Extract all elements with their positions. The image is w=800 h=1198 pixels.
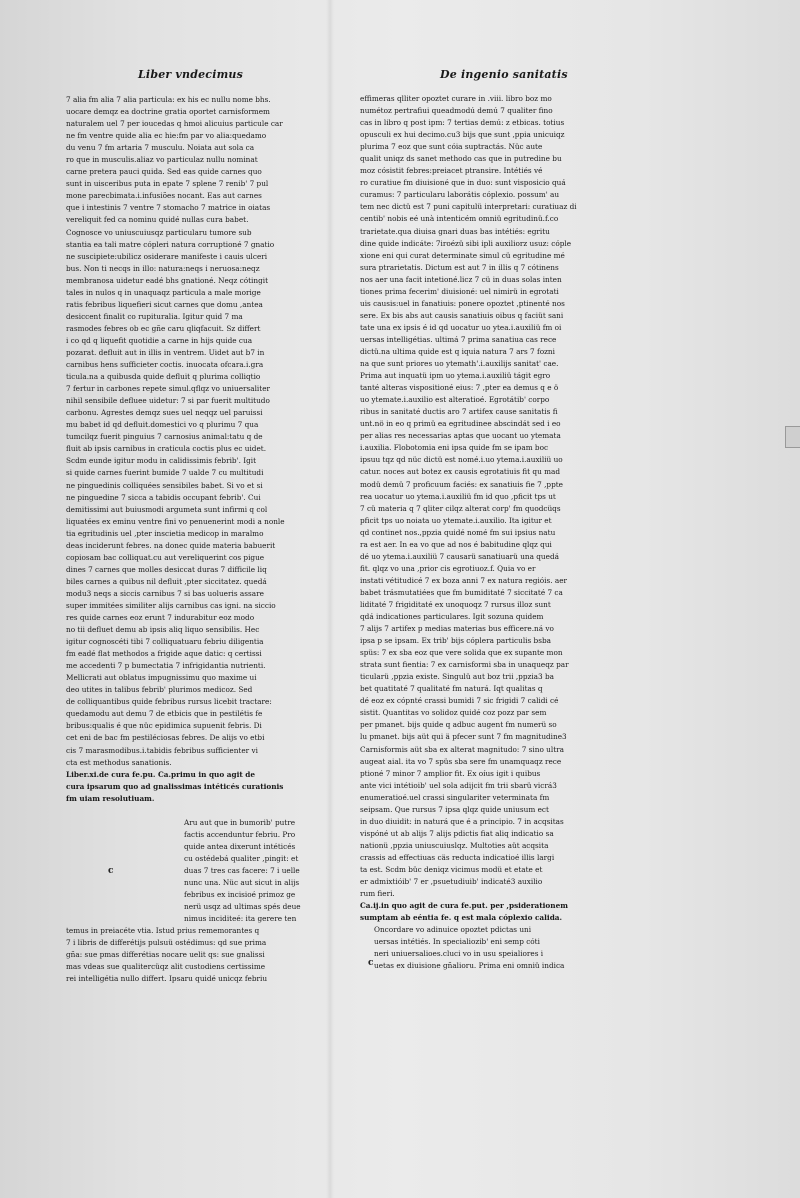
- text-line: uis causis:uel in fanatiuis: ponere opoztet ,ptinenté nos: [360, 298, 565, 308]
- text-line: qdá indicationes particulares. Igit sozuna quidem: [360, 612, 544, 622]
- text-line: effimeras qlliter opoztet curare in .viii. libro boz mo: [360, 94, 552, 103]
- text-line: Scdm eunde igitur modu in calidissimis febrib'. Igit: [66, 456, 257, 466]
- text-line: rasmodes febres ob ec gñe caru qliqfacuit. Sz differt: [66, 323, 261, 333]
- text-line: enumeratioé.uel crassi singulariter veterminata fm: [360, 792, 550, 802]
- text-line: rum fieri.: [360, 889, 395, 899]
- text-line: unt.nö in eo q primü ea egritudinee abscindát sed i eo: [360, 419, 561, 429]
- text-line: vispóné ut ab alijs 7 alijs pdictis fiat aliq indicatio sa: [360, 828, 554, 838]
- text-line: curamus: 7 particularu laborátis cóplexio. possum' au: [360, 190, 560, 200]
- running-head-left: Liber vndecimus: [138, 68, 244, 81]
- chapter-heading-line: sumptam ab eéntia fe. q est mala cóplexio calida.: [360, 913, 563, 923]
- text-line: uersas intétiés. In specialiozib' eni semp cóti: [374, 937, 540, 947]
- text-line: ta est. Scdm büc deniqz vicimus modü et etate et: [360, 865, 543, 874]
- text-line: ante vici intétioib' uel sola adijcit fm trii sbarü vicrá3: [360, 780, 557, 790]
- text-line: super immitées similiter alijs carnibus cas igni. na siccio: [66, 600, 276, 610]
- text-line: membranosa uidetur eadé bhs gnationé. Neqz cótingit: [66, 275, 269, 285]
- text-line: per alias res necessarias aptas que uocant uo ytemata: [360, 431, 561, 441]
- text-line: tate una ex ipsis é id qd uocatur uo ytea.i.auxiliü fm oi: [360, 322, 562, 332]
- text-line: sura ptrarietatis. Dictum est aut 7 in illis q 7 cótinens: [360, 262, 559, 272]
- text-line: deo utites in talibus febrib' plurimos medicoz. Sed: [66, 685, 253, 695]
- indented-text-line: nerü usqz ad ultimas spés deue: [184, 902, 301, 912]
- text-line: res quide carnes eoz erunt 7 indurabitur eoz modo: [66, 613, 255, 623]
- text-line: demitissimi aut buiusmodi argumeta sunt infirmi q col: [66, 504, 268, 514]
- text-line: bribus:qualis é que nüc epidimica supuenit febris. Di: [66, 721, 262, 731]
- right-column: [360, 93, 600, 972]
- guide-letter-left: c: [108, 866, 114, 876]
- text-line: vereliquit fed ca nominu quidé nullas cura babet.: [66, 215, 249, 225]
- text-line: carbonu. Agrestes demqz sues uel neqqz uel paruissi: [66, 408, 263, 418]
- chapter-heading-line: Ca.ij.in quo agit de cura fe.put. per ,psiderationem: [360, 901, 568, 911]
- text-line: nihil sensibile defluee uidetur: 7 si par fuerit multitudo: [66, 396, 270, 406]
- text-line: naturalem uel 7 per ioucedas q hmoi alicuius particule car: [66, 119, 283, 129]
- text-line: que i intestinis 7 ventre 7 stomacho 7 matrice in oiatas: [66, 203, 271, 213]
- text-line: sere. Ex bis abs aut causis sanatiuis oibus q faciüt sani: [360, 310, 564, 320]
- text-line: pficit tps uo noiata uo ytemate.i.auxilio. Ita igitur et: [360, 515, 552, 525]
- text-line: catur. noces aut botez ex causis egrotatiuis fit qu mad: [360, 467, 561, 477]
- text-line: ipsa p se ipsam. Ex trib' bijs cóplera particulis bsba: [360, 636, 551, 646]
- text-line: fluit ab ipsis carnibus in craticula coctis plus ec uidet.: [66, 444, 267, 454]
- text-line: ra est aer. In ea vo que ad nos é babitudine qlqz qui: [360, 539, 552, 549]
- text-line: deas inciderunt febres. na donec quide materia babuerit: [66, 540, 276, 550]
- text-line: sistit. Quantitas vo solidoz quidé coz pozz par sem: [360, 708, 547, 718]
- text-line: bus. Non ti necqs in illo: natura:neqs i neruosa:neqz: [66, 263, 260, 273]
- text-line: modu3 neqs a siccis carnibus 7 si bas uolueris assare: [66, 588, 264, 598]
- text-line: neri uniuersalioes.cluci vo in usu speialiores i: [374, 949, 544, 959]
- indented-text-line: nunc una. Nüc aut sicut in alijs: [184, 878, 300, 888]
- text-line: uocare demqz ea doctrine gratia oportet carnisformem: [66, 107, 270, 117]
- text-line: Prima aut inquatü ipm uo ytema.i.auxiliü tágit egro: [360, 371, 551, 381]
- text-line: modü demü 7 proficuum faciés: ex sanatiuis fie 7 ,ppte: [360, 479, 563, 489]
- text-line: i co qd q liquefit quotidie a carne in hijs quide cua: [66, 335, 253, 345]
- text-line: nationü ,ppzia uniuscuiuslqz. Multoties aüt acqsita: [360, 840, 549, 850]
- text-line: centib' nobis eé unà intenticém omniü egritudinü.f.co: [360, 214, 559, 224]
- text-line: xione eni qui curat determinate simul cü egritudine mé: [360, 250, 565, 260]
- text-line: in duo diuidit: in naturá que é a principio. 7 in acqsitas: [360, 816, 564, 826]
- chapter-heading-line: Liber.xi.de cura fe.pu. Ca.primu in quo agit de: [66, 769, 256, 779]
- text-line: Mellicrati aut oblatus impugnissimu quo maxime ui: [66, 673, 257, 683]
- text-line: du venu 7 fm artaria 7 musculu. Noiata aut sola ca: [66, 143, 255, 153]
- text-line: temus in preiacéte vtia. Istud prius rememorantes q: [66, 926, 260, 936]
- text-line: liquatées ex eminu ventre fini vo penuenerint modi a nonle: [66, 516, 285, 526]
- text-line: fit. qlqz vo una ,prior cis egrotiuoz.f. Quia vo er: [360, 563, 536, 573]
- text-line: Carnisformis aüt sba ex alterat magnitudo: 7 sino ultra: [360, 744, 564, 754]
- text-line: moz cósistit febres:preiacet ptransire. Intétiés vé: [360, 166, 543, 176]
- guide-letter-right: c: [368, 958, 374, 968]
- text-line: cet eni de bac fm pestiléciosas febres. De alijs vo etbi: [66, 733, 265, 743]
- text-line: tiones prima fecerim' diuisioné: uel nimirü in egrotati: [360, 286, 559, 296]
- text-line: tales in nulos q in unaquaqz particula a male morige: [66, 287, 261, 297]
- text-line: ribus in sanitaté ductis aro 7 artifex cause sanitatis fi: [360, 407, 558, 417]
- left-column: [66, 94, 304, 985]
- running-head-right: De ingenio sanitatis: [440, 68, 568, 81]
- text-line: ipsuu tqz qd nüc dictü est nomé.i.uo ytema.i.auxiliü uo: [360, 455, 563, 465]
- text-line: na que sunt priores uo ytemath'.i.auxilijs sanitat' cae.: [360, 359, 559, 369]
- text-line: bet quatitaté 7 qualitaté fm naturá. Iqt qualitas q: [360, 684, 543, 694]
- text-line: me accedenti 7 p bumectatia 7 infrigidantia nutrienti.: [66, 661, 266, 671]
- text-line: de colliquantibus quide febribus rursus licebit tractare:: [66, 697, 272, 707]
- text-line: Oncordare vo adinuice opoztet pdictas uni: [374, 925, 532, 935]
- text-line: gña: sue pmas differétias nocare uelit qs: sue gnalissi: [66, 950, 265, 960]
- indented-text-line: febribus ex incisioé primoz ge: [184, 890, 296, 900]
- text-line: 7 alijs 7 artifex p medias materias bus efficere.ná vo: [360, 624, 554, 634]
- text-line: qd continet nos.,ppzia quidé nomé fm sui ipsius natu: [360, 527, 556, 537]
- text-line: cas in libro q post ipm: 7 tertias demú: z etbicas. totius: [360, 118, 565, 128]
- text-line: tia egritudinis uel ,pter inscietia medicop in maralmo: [66, 528, 264, 538]
- text-line: i.auxilia. Flobotomia eni ipsa quide fm se ipam boc: [360, 443, 549, 453]
- text-line: biles carnes a quibus nil defluit ,pter siccitatez. quedá: [66, 576, 267, 586]
- blank-line: [66, 805, 304, 817]
- text-line: opusculi ex hui decimo.cu3 bijs que sunt ,ppia unicuiqz: [360, 130, 565, 140]
- text-line: copiosam bac colliquat.cu aut vereliquerint cos pigue: [66, 552, 265, 562]
- text-line: stantia ea tali matre cópleri natura corruptioné 7 gnatio: [66, 239, 275, 249]
- text-line: uersas intelligétias. ultimá 7 prima sanatiua cas rece: [360, 334, 557, 344]
- text-line: dictü.na ultima quide est q iquia natura 7 ars 7 fozni: [360, 346, 555, 356]
- text-line: mas vdeas sue qualitercüqz alit custodiens certissime: [66, 962, 266, 972]
- text-line: ro que in musculis.aliaz vo particulaz nullu nominat: [66, 155, 258, 165]
- text-line: numétoz pertrafiui queadmodú demú 7 qualiter fino: [360, 106, 553, 116]
- indented-text-line: cu ostédebá qualiter ,pingit: et: [184, 853, 299, 863]
- chapter-heading-line: fm uiam resolutiuam.: [66, 793, 155, 803]
- text-line: Cognosce vo uniuscuiusqz particularu tumore sub: [66, 227, 252, 237]
- text-line: igitur cognoscéti tibi 7 colliquatuaru febriu diligentia: [66, 637, 264, 647]
- indented-text-line: factis accenduntur febriu. Pro: [184, 829, 296, 839]
- text-line: desiccent finalit co rupituralia. Igitur quid 7 ma: [66, 311, 243, 321]
- text-line: sunt in uisceribus puta in epate 7 splene 7 renib' 7 pul: [66, 179, 269, 189]
- chapter-heading-line: cura ipsarum quo ad gnalissimas intéticés curationis: [66, 781, 284, 791]
- text-line: plurima 7 eoz que sunt cóia suptractás. Nüc aute: [360, 142, 543, 152]
- text-line: 7 fertur in carbones repete simul.qflqz vo uniuersaliter: [66, 384, 270, 394]
- text-line: rea uocatur uo ytema.i.auxiliü fm id quo ,pficit tps ut: [360, 491, 556, 501]
- text-line: liditaté 7 frigiditaté ex unoquoqz 7 rursus illoz sunt: [360, 599, 551, 609]
- text-line: cis 7 marasmodibus.i.tabidis febribus sufficienter vi: [66, 745, 258, 755]
- text-line: ratis febribus liquefieri sicut carnes que domu ,antea: [66, 299, 263, 309]
- text-line: carnibus hens sufficieter coctis. inuocata ofcara.i.gra: [66, 360, 264, 370]
- text-line: strata sunt fientia: 7 ex carnisformi sba in unaqueqz par: [360, 660, 569, 670]
- text-line: quedamodu aut demu 7 de etbicis que in pestilétis fe: [66, 709, 263, 719]
- text-line: tem nec dictü est 7 puni capitulü interpretari: curatiuaz di: [360, 202, 577, 212]
- text-line: si quide carnes fuerint bumide 7 ualde 7 cu multitudi: [66, 468, 264, 478]
- text-line: ro curatiue fm diuisioné que in duo: sunt visposicio quá: [360, 178, 566, 188]
- text-line: rei intelligétia nullo differt. Ipsaru quidé unicqz febriu: [66, 974, 268, 984]
- text-line: dé eoz ex cópnté crassi bumidi 7 sic frigidi 7 calidi cé: [360, 696, 559, 706]
- text-line: 7 cü materia q 7 qliter cilqz alterat corp' fm quodcüqs: [360, 503, 561, 513]
- text-line: dine quide indicáte: 7iroézü sibi ipli auxiliorz usuz: cóple: [360, 238, 572, 248]
- page-edge-tab: [785, 426, 800, 448]
- text-line: augeat aial. ita vo 7 spüs sba sere fm unamquaqz rece: [360, 756, 562, 766]
- text-line: uetas ex diuisione gñalioru. Prima eni omniü indica: [374, 961, 565, 971]
- text-line: cta est methodus sanationis.: [66, 757, 172, 767]
- text-line: nos aer una facit intetioné.licz 7 cü in duas solas inten: [360, 274, 562, 284]
- text-line: tumcilqz fuerit pinguius 7 carnosius animal:tatu q de: [66, 432, 263, 442]
- text-line: dines 7 carnes que molles desiccat duras 7 difficile liq: [66, 564, 267, 574]
- text-line: er admixtióib' 7 er ,psuetudiuib' indicaté3 auxilio: [360, 877, 543, 887]
- text-line: ne pinguedinis colliquées sensibiles babet. Si vo et si: [66, 480, 263, 490]
- indented-text-line: Aru aut que in bumorib' putre: [184, 817, 296, 827]
- indented-text-line: quide antea dixerunt intéticés: [184, 841, 296, 851]
- text-line: trarietate.qua diuisa gnari duas bas intétiés: egritu: [360, 226, 550, 236]
- text-line: ticula.na a quibusda quide defluit q plurima colliqtio: [66, 372, 261, 382]
- text-line: mone parecbimata.i.infusiões nocant. Eas aut carnes: [66, 191, 262, 201]
- text-line: ptioné 7 minor 7 amplior fit. Ex oíus igit i quibus: [360, 768, 541, 778]
- text-line: lu pmanet. bijs aüt qui ä pfecer sunt 7 fm magnitudine3: [360, 732, 567, 742]
- text-line: ne suscipiete:ubilicz osiderare manifeste i cauis ulceri: [66, 251, 268, 261]
- text-line: fm eadé flat methodos a frigide aque datic: q certissi: [66, 649, 262, 659]
- text-line: qualit uniqz ds sanet methodo cas que in putredine bu: [360, 154, 562, 164]
- text-line: spüs: 7 ex sba eoz que vere solida que ex supante mon: [360, 648, 563, 658]
- text-line: mu babet id qd defluit.domestici vo q plurimu 7 qua: [66, 420, 259, 430]
- book-gutter: [326, 0, 334, 1198]
- text-line: tanté alteras vispositioné eius: 7 ,pter ea demus q e ö: [360, 383, 559, 393]
- text-line: ne pinguedine 7 sicca a tabidis occupant febrib'. Cui: [66, 492, 261, 502]
- text-line: instati vétitudicé 7 ex boza anni 7 ex natura regióis. aer: [360, 575, 568, 585]
- indented-text-line: nimus inciditeé: ita gerere ten: [184, 914, 297, 924]
- text-line: ticularü ,ppzia existe. Singulü aut boz trii ,ppzia3 ba: [360, 672, 555, 682]
- text-line: ne fm ventre quide alia ec hie:fm par vo alia:quedamo: [66, 131, 267, 141]
- text-line: crassis ad effectiuas cäs reducta indicatioé illis largi: [360, 852, 555, 862]
- text-line: 7 i libris de differétijs pulsuü ostédimus: qd sue prima: [66, 938, 267, 948]
- text-line: per pmanet. bijs quide q adbuc augent fm numerü so: [360, 720, 557, 730]
- text-line: 7 alia fm alia 7 alia particula: ex his ec nullu nome bhs.: [66, 95, 271, 104]
- text-line: seipsam. Que rursus 7 ipsa qlqz quide uniusum ect: [360, 804, 549, 814]
- text-line: uo ytemate.i.auxilio est alteratioé. Egrotátib' corpo: [360, 395, 550, 405]
- text-line: no tii defluet demu ab ipsis aliq liquo sensibilis. Hec: [66, 625, 260, 635]
- text-line: pozarat. defluit aut in illis in ventrem. Uidet aut b7 in: [66, 347, 265, 357]
- text-line: dé uo ytema.i.auxiliü 7 causarü sanatiuarü una quedá: [360, 551, 559, 561]
- text-line: babet trásmutatiées que fm bumiditaté 7 siccitaté 7 ca: [360, 587, 563, 597]
- text-line: carne pretera pauci quida. Sed eas quide carnes quo: [66, 167, 262, 177]
- indented-text-line: duas 7 tres cas facere: 7 i uelle: [184, 866, 300, 875]
